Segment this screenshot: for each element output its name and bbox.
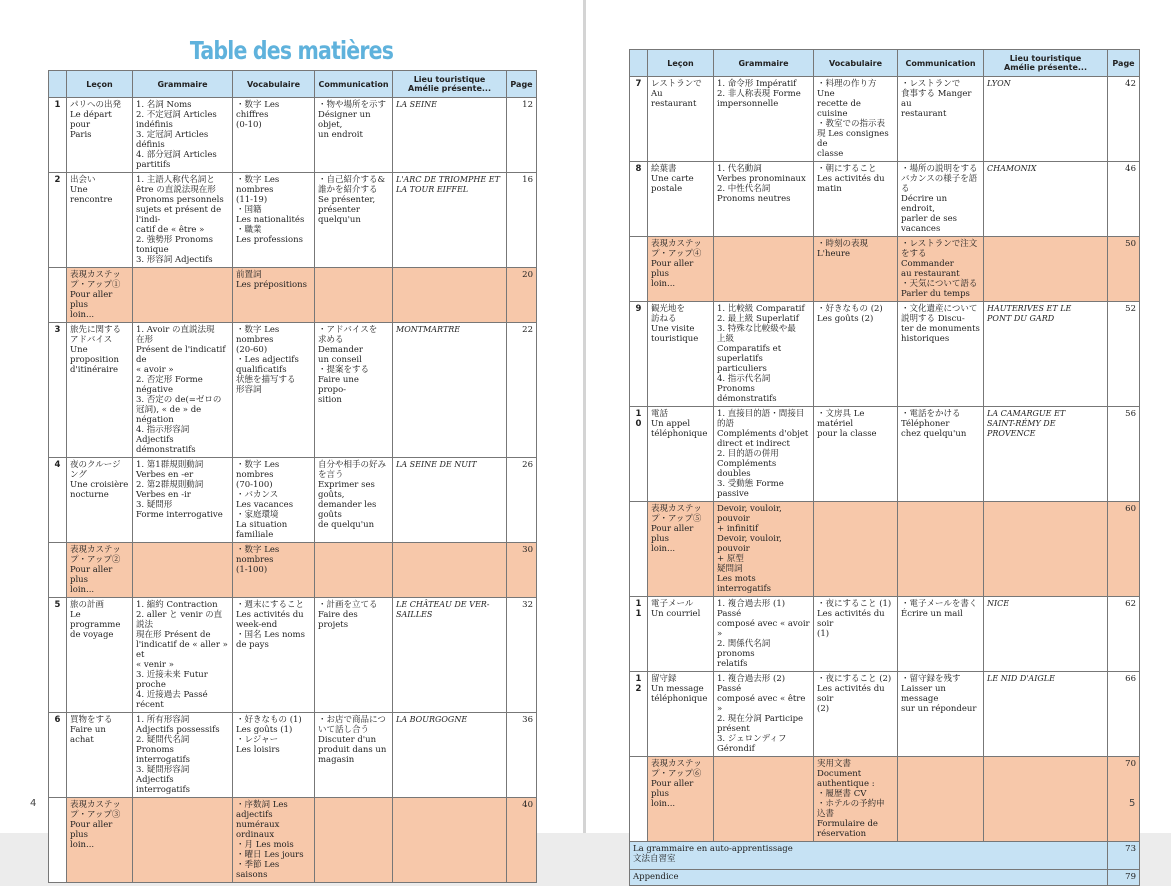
lecon-cell — [67, 173, 133, 268]
vocabulaire-cell-text: ・序数詞 Les adjectifs numéraux ordinaux ・月 Les mois ・曜日 Les jours ・季節 Les saisons — [236, 800, 304, 880]
lieu-cell — [393, 98, 507, 173]
vocabulaire-cell — [233, 798, 315, 883]
lecon-cell — [648, 502, 714, 597]
communication-cell-text: ・電子メールを書く Écrire un mail — [901, 599, 978, 619]
toc-body-left — [49, 98, 537, 883]
communication-cell-text: ・自己紹介する& 誰かを紹介する Se présenter, présenter quelqu'un — [318, 175, 386, 225]
grammaire-cell — [133, 543, 233, 598]
vocabulaire-cell — [233, 173, 315, 268]
page-number-right: 5 — [1129, 798, 1136, 809]
vocabulaire-cell — [814, 162, 898, 237]
vocabulaire-cell — [233, 713, 315, 798]
page-cell-text: 22 — [522, 325, 533, 335]
vocabulaire-cell — [233, 543, 315, 598]
page-cell-text: 16 — [522, 175, 533, 185]
lesson-number — [49, 713, 67, 798]
communication-cell-text: ・アドバイスを 求める Demander un conseil ・提案をする Faire une propo- sition — [318, 325, 378, 405]
page-cell — [1108, 237, 1140, 302]
page-cell — [1108, 502, 1140, 597]
vocabulaire-cell — [814, 672, 898, 757]
vocabulaire-cell-text: ・好きなもの (2) Les goûts (2) — [817, 304, 883, 324]
lesson-row — [49, 98, 537, 173]
lesson-row — [49, 598, 537, 713]
page-cell — [1108, 597, 1140, 672]
page-cell — [507, 798, 537, 883]
page-cell — [507, 458, 537, 543]
lesson-number-text: 1 — [54, 100, 61, 110]
lieu-cell-text: LE CHÂTEAU DE VER- SAILLES — [396, 600, 490, 619]
header-grammaire: Grammaire — [133, 71, 233, 98]
page-cell — [1108, 842, 1140, 870]
page-cell — [1108, 672, 1140, 757]
header-spacer — [49, 71, 67, 98]
lecon-cell-text: 表現カステッ プ・アップ③ Pour aller plus loin... — [70, 800, 121, 850]
communication-cell — [898, 162, 984, 237]
vocabulaire-cell — [814, 407, 898, 502]
appendix-label-text: La grammaire en auto-apprentissage 文法自習室 — [633, 844, 793, 864]
page-cell-text: 66 — [1125, 674, 1136, 684]
vocabulaire-cell — [233, 268, 315, 323]
grammaire-cell-text: 1. 縮約 Contraction 2. aller と venir の直説法 現在形 Présent de l'indicatif de « aller » et « venir » 3. 近接未来 Futur proche 4. 近接過去 Passé récent — [136, 600, 228, 710]
lecon-cell-text: 表現カステッ プ・アップ⑥ Pour aller plus loin... — [651, 759, 702, 809]
lesson-number — [630, 162, 648, 237]
header-lecon: Leçon — [67, 71, 133, 98]
lecon-cell-text: 買物をする Faire un achat — [70, 715, 113, 745]
lesson-row — [630, 302, 1140, 407]
header-lieu-text: Lieu touristique Amélie présente... — [1004, 54, 1087, 72]
communication-cell — [315, 798, 393, 883]
appendix-row — [630, 870, 1140, 886]
lesson-number-text: 4 — [54, 460, 61, 470]
communication-cell — [898, 757, 984, 842]
lecon-cell — [67, 543, 133, 598]
vocabulaire-cell-text: ・朝にすること Les activités du matin — [817, 164, 885, 194]
grammaire-cell-text: 1. 代名動詞 Verbes pronominaux 2. 中性代名詞 Pronoms neutres — [717, 164, 806, 204]
lieu-cell — [984, 77, 1108, 162]
page-cell-text: 79 — [1125, 872, 1136, 882]
header-lieu-text: Lieu touristique Amélie présente... — [408, 75, 491, 93]
table-header-row — [630, 50, 1140, 77]
page-cell-text: 20 — [522, 270, 533, 280]
lesson-number-text: 3 — [54, 325, 61, 335]
grammaire-cell-text: 1. 命令形 Impératif 2. 非人称表現 Forme impersonnelle — [717, 79, 801, 109]
lecon-cell-text: 電話 Un appel téléphonique — [651, 409, 708, 439]
communication-cell — [898, 77, 984, 162]
lecon-cell-text: 出会い Une rencontre — [70, 175, 113, 205]
lesson-number — [630, 502, 648, 597]
lieu-cell-text: HAUTERIVES ET LE PONT DU GARD — [987, 304, 1072, 323]
header-lieu — [393, 71, 507, 98]
lesson-row — [630, 77, 1140, 162]
grammaire-cell-text: 1. 第1群規則動詞 Verbes en -er 2. 第2群規則動詞 Verbes en -ir 3. 疑問形 Forme interrogative — [136, 460, 223, 520]
lesson-number — [630, 407, 648, 502]
lesson-number-text: 11 — [635, 599, 642, 619]
page-cell — [507, 543, 537, 598]
lecon-cell-text: 表現カステッ プ・アップ⑤ Pour aller plus loin... — [651, 504, 702, 554]
page-cell — [1108, 870, 1140, 886]
lesson-number — [630, 77, 648, 162]
grammaire-cell — [714, 502, 814, 597]
review-row — [630, 237, 1140, 302]
lesson-number — [49, 173, 67, 268]
lecon-cell — [648, 77, 714, 162]
lesson-number-text: 5 — [54, 600, 61, 610]
vocabulaire-cell — [814, 757, 898, 842]
lesson-number — [630, 757, 648, 842]
page-cell-text: 70 — [1125, 759, 1136, 769]
page-cell-text: 52 — [1125, 304, 1136, 314]
lesson-number-text: 9 — [635, 304, 642, 314]
lecon-cell-text: 表現カステッ プ・アップ④ Pour aller plus loin... — [651, 239, 702, 289]
lecon-cell — [648, 672, 714, 757]
lieu-cell — [393, 268, 507, 323]
vocabulaire-cell — [814, 597, 898, 672]
lesson-row — [49, 713, 537, 798]
vocabulaire-cell-text: ・数字 Les nombres (11-19) ・国籍 Les nationalités ・職業 Les professions — [236, 175, 305, 245]
lesson-number-text: 7 — [635, 79, 642, 89]
vocabulaire-cell-text: ・数字 Les nombres (70-100) ・バカンス Les vacances ・家庭環境 La situation familiale — [236, 460, 294, 540]
lesson-row — [630, 407, 1140, 502]
grammaire-cell — [714, 407, 814, 502]
lecon-cell-text: 観光地を 訪ねる Une visite touristique — [651, 304, 699, 344]
lesson-number-text: 12 — [635, 674, 642, 694]
lesson-number — [49, 323, 67, 458]
vocabulaire-cell-text: ・数字 Les chiffres (0-10) — [236, 100, 280, 130]
lecon-cell — [648, 237, 714, 302]
page-cell — [507, 173, 537, 268]
lecon-cell — [67, 458, 133, 543]
grammaire-cell — [133, 713, 233, 798]
lieu-cell — [984, 757, 1108, 842]
lieu-cell-text: CHAMONIX — [987, 164, 1037, 173]
lieu-cell — [393, 323, 507, 458]
header-grammaire: Grammaire — [714, 50, 814, 77]
page-cell-text: 73 — [1125, 844, 1136, 854]
communication-cell — [898, 672, 984, 757]
grammaire-cell — [714, 597, 814, 672]
lesson-row — [49, 323, 537, 458]
communication-cell — [898, 502, 984, 597]
lesson-number-text: 6 — [54, 715, 61, 725]
vocabulaire-cell-text: ・文房具 Le matériel pour la classe — [817, 409, 877, 439]
header-lecon: Leçon — [648, 50, 714, 77]
vocabulaire-cell-text: ・好きなもの (1) Les goûts (1) ・レジャー Les loisirs — [236, 715, 302, 755]
vocabulaire-cell-text: ・料理の作り方 Une recette de cuisine ・教室での指示表 現 Les consignes de classe — [817, 79, 889, 159]
page-cell — [507, 713, 537, 798]
communication-cell — [315, 98, 393, 173]
communication-cell-text: ・レストランで 食事する Manger au restaurant — [901, 79, 972, 119]
communication-cell — [315, 543, 393, 598]
communication-cell-text: ・留守録を残す Laisser un message sur un répondeur — [901, 674, 977, 714]
page-cell-text: 42 — [1125, 79, 1136, 89]
communication-cell — [315, 458, 393, 543]
page-cell — [507, 323, 537, 458]
vocabulaire-cell-text: ・週末にすること Les activités du week-end ・国名 Les noms de pays — [236, 600, 305, 650]
lesson-number — [49, 268, 67, 323]
grammaire-cell — [133, 173, 233, 268]
communication-cell-text: ・物や場所を示す Désigner un objet, un endroit — [318, 100, 387, 140]
appendix-row — [630, 842, 1140, 870]
vocabulaire-cell — [814, 502, 898, 597]
page-number-left: 4 — [30, 798, 37, 809]
lieu-cell — [393, 543, 507, 598]
review-row — [49, 543, 537, 598]
communication-cell — [898, 597, 984, 672]
grammaire-cell — [714, 757, 814, 842]
lieu-cell-text: LA SEINE — [396, 100, 437, 109]
lecon-cell — [648, 597, 714, 672]
lesson-number — [49, 543, 67, 598]
page-cell — [507, 98, 537, 173]
review-row — [49, 798, 537, 883]
page-cell — [1108, 302, 1140, 407]
header-spacer — [630, 50, 648, 77]
page-cell-text: 50 — [1125, 239, 1136, 249]
communication-cell — [315, 598, 393, 713]
page-cell-text: 12 — [522, 100, 533, 110]
lecon-cell — [648, 302, 714, 407]
lieu-cell — [393, 713, 507, 798]
grammaire-cell-text: 1. 比較級 Comparatif 2. 最上級 Superlatif 3. 特殊な比較級や最 上級 Comparatifs et superlatifs particuliers 4. 指示代名詞 Pronoms démonstratifs — [717, 304, 805, 404]
grammaire-cell — [133, 323, 233, 458]
header-page: Page — [507, 71, 537, 98]
lecon-cell-text: パリへの出発 Le départ pour Paris — [70, 100, 122, 140]
appendix-label — [630, 842, 1108, 870]
lesson-number — [49, 98, 67, 173]
page-cell-text: 46 — [1125, 164, 1136, 174]
grammaire-cell — [714, 162, 814, 237]
vocabulaire-cell — [814, 302, 898, 407]
grammaire-cell-text: 1. 主語人称代名詞と être の直説法現在形 Pronoms personnels sujets et présent de l'indi- catif de « être » 2. 強勢形 Pronoms tonique 3. 形容詞 Adjectifs — [136, 175, 224, 265]
lieu-cell-text: LA CAMARGUE ET SAINT-RÉMY DE PROVENCE — [987, 409, 1066, 438]
header-lieu — [984, 50, 1108, 77]
vocabulaire-cell-text: ・数字 Les nombres (1-100) — [236, 545, 280, 575]
lieu-cell — [984, 302, 1108, 407]
lieu-cell-text: LYON — [987, 79, 1011, 88]
header-page: Page — [1108, 50, 1140, 77]
grammaire-cell-text: 1. 名詞 Noms 2. 不定冠詞 Articles indéfinis 3. 定冠詞 Articles définis 4. 部分冠詞 Articles partitifs — [136, 100, 217, 170]
lecon-cell — [648, 757, 714, 842]
page-cell — [507, 268, 537, 323]
header-communication: Communication — [315, 71, 393, 98]
lecon-cell-text: 電子メール Un courriel — [651, 599, 701, 619]
toc-body-right — [630, 77, 1140, 886]
page-cell-text: 56 — [1125, 409, 1136, 419]
lesson-row — [630, 162, 1140, 237]
vocabulaire-cell-text: ・時刻の表現 L'heure — [817, 239, 869, 259]
grammaire-cell — [714, 77, 814, 162]
lecon-cell-text: 表現カステッ プ・アップ① Pour aller plus loin... — [70, 270, 121, 320]
lecon-cell — [67, 713, 133, 798]
grammaire-cell — [133, 268, 233, 323]
vocabulaire-cell — [233, 323, 315, 458]
toc-table-left — [48, 70, 537, 883]
lecon-cell — [67, 268, 133, 323]
lieu-cell-text: LA BOURGOGNE — [396, 715, 468, 724]
communication-cell-text: 自分や相手の好み を言う Exprimer ses goûts, demander les goûts de quelqu'un — [318, 460, 387, 530]
appendix-label-text: Appendice — [633, 872, 679, 882]
page-cell-text: 32 — [522, 600, 533, 610]
grammaire-cell-text: 1. 複合過去形 (2) Passé composé avec « être » 2. 現在分詞 Participe présent 3. ジェロンディフ Gérondif — [717, 674, 806, 754]
communication-cell-text: ・お店で商品につ いて話し合う Discuter d'un produit dans un magasin — [318, 715, 387, 765]
grammaire-cell-text: 1. 複合過去形 (1) Passé composé avec « avoir » 2. 関係代名詞 pronoms relatifs — [717, 599, 810, 669]
lesson-number-text: 2 — [54, 175, 61, 185]
page-title: Table des matières — [189, 36, 394, 65]
page-cell-text: 60 — [1125, 504, 1136, 514]
lesson-row — [630, 672, 1140, 757]
vocabulaire-cell-text: ・数字 Les nombres (20-60) ・Les adjectifs qualificatifs 状態を描写する 形容詞 — [236, 325, 299, 395]
page-cell — [1108, 162, 1140, 237]
communication-cell-text: ・場所の説明をする バカンスの様子を語る Décrire un endroit, parler de ses vacances — [901, 164, 978, 234]
lieu-cell — [393, 173, 507, 268]
left-page — [0, 0, 583, 880]
communication-cell — [898, 237, 984, 302]
lecon-cell-text: 夜のクルージ ング Une croisière nocturne — [70, 460, 129, 500]
lecon-cell-text: 絵葉書 Une carte postale — [651, 164, 694, 194]
header-vocabulaire: Vocabulaire — [233, 71, 315, 98]
lecon-cell — [67, 98, 133, 173]
page-cell — [1108, 407, 1140, 502]
grammaire-cell-text: 1. 所有形容詞 Adjectifs possessifs 2. 疑問代名詞 Pronoms interrogatifs 3. 疑問形容詞 Adjectifs interrogatifs — [136, 715, 220, 795]
vocabulaire-cell — [233, 98, 315, 173]
table-header-row — [49, 71, 537, 98]
communication-cell — [315, 323, 393, 458]
lieu-cell — [984, 237, 1108, 302]
page-cell-text: 30 — [522, 545, 533, 555]
vocabulaire-cell — [233, 598, 315, 713]
lieu-cell — [984, 502, 1108, 597]
grammaire-cell — [133, 598, 233, 713]
communication-cell — [898, 302, 984, 407]
vocabulaire-cell-text: 実用文書 Document authentique : ・履歴書 CV ・ホテルの予約申 込書 Formulaire de réservation — [817, 759, 885, 839]
lecon-cell-text: 旅先に関する アドバイス Une proposition d'itinéraire — [70, 325, 122, 375]
header-communication: Communication — [898, 50, 984, 77]
lecon-cell-text: 留守録 Un message téléphonique — [651, 674, 708, 704]
page-cell-text: 36 — [522, 715, 533, 725]
lecon-cell — [67, 323, 133, 458]
grammaire-cell — [133, 798, 233, 883]
review-row — [630, 757, 1140, 842]
header-vocabulaire: Vocabulaire — [814, 50, 898, 77]
page-cell — [1108, 77, 1140, 162]
vocabulaire-cell-text: ・夜にすること (1) Les activités du soir (1) — [817, 599, 892, 639]
grammaire-cell-text: Devoir, vouloir, pouvoir + infinitif Devoir, vouloir, pouvoir + 原型 疑問詞 Les mots interrogatifs — [717, 504, 782, 594]
lesson-number-text: 10 — [635, 409, 642, 429]
lesson-row — [630, 597, 1140, 672]
lieu-cell-text: LA SEINE DE NUIT — [396, 460, 477, 469]
page-cell-text: 40 — [522, 800, 533, 810]
lieu-cell-text: L'ARC DE TRIOMPHE ET LA TOUR EIFFEL — [396, 175, 500, 194]
lieu-cell — [984, 597, 1108, 672]
vocabulaire-cell — [814, 77, 898, 162]
vocabulaire-cell — [814, 237, 898, 302]
review-row — [49, 268, 537, 323]
vocabulaire-cell — [233, 458, 315, 543]
page-cell — [507, 598, 537, 713]
lesson-row — [49, 458, 537, 543]
lesson-number — [49, 458, 67, 543]
lieu-cell-text: MONTMARTRE — [396, 325, 461, 334]
communication-cell — [898, 407, 984, 502]
lieu-cell — [393, 798, 507, 883]
lieu-cell — [984, 162, 1108, 237]
lecon-cell — [648, 407, 714, 502]
page-cell-text: 26 — [522, 460, 533, 470]
lieu-cell-text: NICE — [987, 599, 1010, 608]
lesson-number — [49, 798, 67, 883]
grammaire-cell-text: 1. Avoir の直説法現 在形 Présent de l'indicatif de « avoir » 2. 否定形 Forme négative 3. 否定の de(=ゼロの 冠詞), « de » de négation 4. 指示形容詞 Adjectifs démonstratifs — [136, 325, 226, 455]
lecon-cell-text: レストランで Au restaurant — [651, 79, 702, 109]
communication-cell-text: ・文化遺産について 説明する Discu- ter de monuments historiques — [901, 304, 980, 344]
lecon-cell — [67, 798, 133, 883]
lesson-number-text: 8 — [635, 164, 642, 174]
lecon-cell-text: 表現カステッ プ・アップ② Pour aller plus loin... — [70, 545, 121, 595]
toc-table-right — [629, 49, 1140, 886]
lecon-cell — [648, 162, 714, 237]
lieu-cell — [984, 672, 1108, 757]
grammaire-cell — [714, 672, 814, 757]
lieu-cell-text: LE NID D'AIGLE — [987, 674, 1055, 683]
communication-cell — [315, 268, 393, 323]
communication-cell — [315, 173, 393, 268]
lesson-number — [630, 237, 648, 302]
communication-cell-text: ・計画を立てる Faire des projets — [318, 600, 378, 630]
grammaire-cell-text: 1. 直接目的語・間接目 的語 Compléments d'objet direct et indirect 2. 目的語の併用 Compléments doubles 3. 受動態 Forme passive — [717, 409, 809, 499]
lesson-number — [630, 597, 648, 672]
grammaire-cell — [714, 237, 814, 302]
review-row — [630, 502, 1140, 597]
grammaire-cell — [714, 302, 814, 407]
vocabulaire-cell-text: 前置詞 Les prépositions — [236, 270, 308, 290]
lieu-cell — [393, 598, 507, 713]
lieu-cell — [393, 458, 507, 543]
lecon-cell — [67, 598, 133, 713]
right-page — [586, 0, 1171, 882]
communication-cell-text: ・電話をかける Téléphoner chez quelqu'un — [901, 409, 967, 439]
grammaire-cell — [133, 458, 233, 543]
lieu-cell — [984, 407, 1108, 502]
lesson-number — [49, 598, 67, 713]
vocabulaire-cell-text: ・夜にすること (2) Les activités du soir (2) — [817, 674, 892, 714]
lesson-number — [630, 672, 648, 757]
page-cell-text: 62 — [1125, 599, 1136, 609]
appendix-label — [630, 870, 1108, 886]
grammaire-cell — [133, 98, 233, 173]
lesson-row — [49, 173, 537, 268]
communication-cell-text: ・レストランで注文 をする Commander au restaurant ・天気について語る Parler du temps — [901, 239, 978, 299]
lecon-cell-text: 旅の計画 Le programme de voyage — [70, 600, 121, 640]
communication-cell — [315, 713, 393, 798]
lesson-number — [630, 302, 648, 407]
